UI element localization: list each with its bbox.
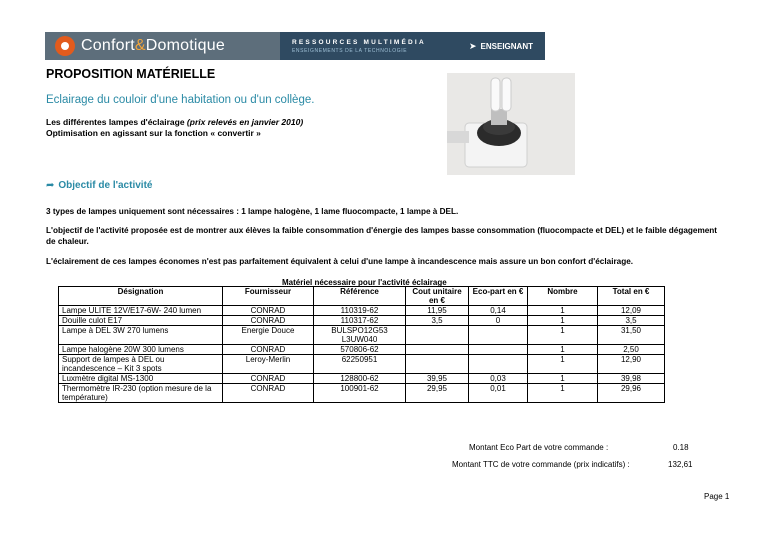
cell-nombre: 1 [528,355,598,374]
table-row [59,345,665,355]
cell-reference: BULSPO12G53 L3UW040 [314,326,406,345]
cell-reference: 128800-62 [314,374,406,384]
banner-line1: RESSOURCES MULTIMÉDIA [292,38,426,46]
eco-total-value: 0.18 [673,443,689,452]
cell-ecopart: 0,03 [469,374,528,384]
arrow-right-down-icon: ➦ [46,180,55,191]
ttc-total-label: Montant TTC de votre commande (prix indicatifs) : [452,460,630,469]
header-banner [45,32,545,60]
page-number: Page 1 [704,492,730,501]
cell-total: 39,98 [598,374,665,384]
cell-reference: 110317-62 [314,316,406,326]
table-body [59,306,665,403]
table-caption: Matériel nécessaire pour l'activité éclairage [282,278,447,287]
col-ecopart: Eco-part en € [469,287,528,306]
col-cout: Cout unitaire en € [406,287,469,306]
cell-total: 3,5 [598,316,665,326]
cell-fournisseur: CONRAD [223,345,314,355]
col-total: Total en € [598,287,665,306]
page-title: PROPOSITION MATÉRIELLE [46,67,216,81]
cell-designation: Lampe halogène 20W 300 lumens [59,345,223,355]
lamp-photo [447,73,575,175]
paragraph-3: L'éclairement de ces lampes économes n'est pas parfaitement équivalent à celui d'une lampe à incandescence mais assure un bon confort d'éclairage. [46,257,634,266]
cell-ecopart: 0 [469,316,528,326]
cell-fournisseur: CONRAD [223,306,314,316]
paragraph-1: 3 types de lampes uniquement sont nécessaires : 1 lampe halogène, 1 lame fluocompacte, 1 lampe à DEL. [46,207,459,216]
cell-total: 2,50 [598,345,665,355]
cell-reference: 110319-62 [314,306,406,316]
brand-name: Confort&Domotique [81,37,225,54]
cell-ecopart: 0,01 [469,384,528,403]
paragraph-2: L'objectif de l'activité proposée est de montrer aux élèves la faible consommation d'énergie des lampes basse consommation (fluocompacte et DEL) et le faible dégagement de chaleur. [46,226,718,246]
cell-reference: 62250951 [314,355,406,374]
cell-total: 12,09 [598,306,665,316]
cell-nombre: 1 [528,306,598,316]
cell-nombre: 1 [528,374,598,384]
cell-fournisseur: CONRAD [223,384,314,403]
cell-cout: 11,95 [406,306,469,316]
intro-text [46,117,303,139]
table-row [59,355,665,374]
cell-ecopart [469,345,528,355]
intro-line1: Les différentes lampes d'éclairage [46,117,187,127]
intro-line2: Optimisation en agissant sur la fonction « convertir » [46,128,261,138]
eco-total-label: Montant Eco Part de votre commande : [469,443,609,452]
cell-reference: 100901-62 [314,384,406,403]
col-reference: Référence [314,287,406,306]
intro-line1-note: (prix relevés en janvier 2010) [186,117,304,127]
banner-tagline [280,32,445,60]
brand-area[interactable] [45,32,280,60]
cell-ecopart [469,326,528,345]
cell-designation: Douille culot E17 [59,316,223,326]
materials-table [58,286,665,403]
cell-nombre: 1 [528,345,598,355]
cell-cout: 3,5 [406,316,469,326]
table-row [59,326,665,345]
cell-designation: Support de lampes à DEL ou incandescence – Kit 3 spots [59,355,223,374]
cell-cout [406,345,469,355]
cell-cout [406,355,469,374]
table-header-row [59,287,665,306]
cell-designation: Thermomètre IR-230 (option mesure de la température) [59,384,223,403]
table-row [59,374,665,384]
ttc-total-value: 132,61 [668,460,693,469]
arrow-icon: ➤ [469,40,477,51]
cell-fournisseur: Leroy-Merlin [223,355,314,374]
cell-ecopart: 0,14 [469,306,528,316]
cell-reference: 570806-62 [314,345,406,355]
cell-total: 31,50 [598,326,665,345]
cell-cout: 29,95 [406,384,469,403]
cell-ecopart [469,355,528,374]
banner-line2: ENSEIGNEMENTS DE LA TECHNOLOGIE [292,47,408,54]
cell-fournisseur: Energie Douce [223,326,314,345]
cell-designation: Lampe à DEL 3W 270 lumens [59,326,223,345]
col-fournisseur: Fournisseur [223,287,314,306]
cell-cout [406,326,469,345]
cell-nombre: 1 [528,384,598,403]
cell-designation: Luxmètre digital MS-1300 [59,374,223,384]
cell-fournisseur: CONRAD [223,316,314,326]
col-designation: Désignation [59,287,223,306]
cell-nombre: 1 [528,326,598,345]
page-subtitle: Eclairage du couloir d'une habitation ou d'un collège. [46,94,315,106]
cell-total: 29,96 [598,384,665,403]
cell-nombre: 1 [528,316,598,326]
table-row [59,316,665,326]
role-badge[interactable] [445,32,545,60]
table-row [59,384,665,403]
cell-total: 12,90 [598,355,665,374]
section-heading-objectif: ➦ Objectif de l'activité [46,180,153,191]
role-label: ENSEIGNANT [480,41,533,51]
cell-fournisseur: CONRAD [223,374,314,384]
cell-designation: Lampe ULITE 12V/E17-6W- 240 lumen [59,306,223,316]
table-row [59,306,665,316]
col-nombre: Nombre [528,287,598,306]
cell-cout: 39,95 [406,374,469,384]
house-logo-icon [55,36,75,56]
